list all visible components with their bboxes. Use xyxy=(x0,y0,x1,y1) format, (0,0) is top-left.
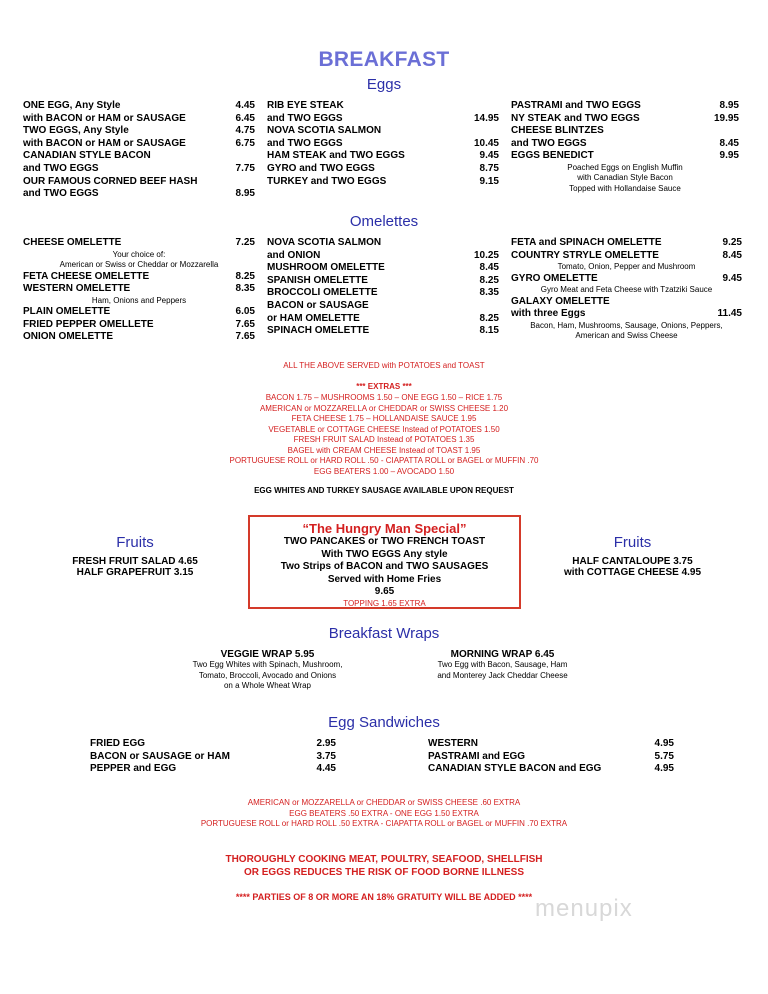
menu-item-row xyxy=(23,176,255,189)
morning-wrap xyxy=(405,649,600,681)
menu-item-price: 8.35 xyxy=(235,283,255,295)
menu-item-name: or HAM OMELETTE xyxy=(267,312,360,324)
menu-item-row xyxy=(23,138,255,151)
menu-item-price: 6.05 xyxy=(235,306,255,318)
menu-item-price: 6.45 xyxy=(235,112,255,124)
menu-item-name: WESTERN OMELETTE xyxy=(23,283,131,295)
fruits-left-line: FRESH FRUIT SALAD 4.65 xyxy=(72,556,198,567)
eggs-benedict-note: Topped with Hollandaise Sauce xyxy=(569,183,681,193)
menu-item-name: SPANISH OMELETTE xyxy=(267,274,368,286)
menu-item-note: Tomato, Onion, Pepper and Mushroom xyxy=(557,262,696,272)
eggs-column-1 xyxy=(23,100,255,201)
menu-item-price: 8.95 xyxy=(235,188,255,200)
menu-item-row xyxy=(267,250,499,263)
menu-item-price: 8.35 xyxy=(479,287,499,299)
extras-line: VEGETABLE or COTTAGE CHEESE Instead of POTATOES 1.50 xyxy=(268,424,500,434)
menu-item-price: 8.25 xyxy=(235,270,255,282)
menu-item-note: Gyro Meat and Feta Cheese with Tzatziki Sauce xyxy=(540,285,713,295)
menu-item-row xyxy=(511,250,742,263)
special-line: With TWO EGGS Any style xyxy=(321,548,448,560)
menu-item-price: 7.65 xyxy=(235,318,255,330)
menu-item-row xyxy=(267,262,499,275)
menu-item-name: BROCCOLI OMELETTE xyxy=(267,287,378,299)
section-wraps-heading: Breakfast Wraps xyxy=(328,625,440,642)
extras-line: FETA CHEESE 1.75 – HOLLANDAISE SAUCE 1.95 xyxy=(291,414,477,423)
menu-item-row xyxy=(267,176,499,189)
menu-item-name: ONE EGG, Any Style xyxy=(23,100,121,111)
omelettes-column-1 xyxy=(23,237,255,344)
menu-item-price: 5.75 xyxy=(654,750,674,762)
menu-item-price: 3.75 xyxy=(316,750,336,762)
veggie-wrap-desc: Two Egg Whites with Spinach, Mushroom, xyxy=(192,660,343,669)
menu-item-name: with BACON or HAM or SAUSAGE xyxy=(23,137,186,149)
menu-item-price: 8.15 xyxy=(479,325,499,337)
menu-item-name: FRIED EGG xyxy=(90,738,146,749)
menu-item-row xyxy=(511,113,739,126)
menu-item-row xyxy=(23,283,255,296)
menu-item-price: 8.75 xyxy=(479,162,499,174)
extras-line: FRESH FRUIT SALAD Instead of POTATOES 1.35 xyxy=(293,435,475,444)
menu-item-name: BACON or SAUSAGE or HAM xyxy=(90,750,231,762)
menu-item-name: GYRO and TWO EGGS xyxy=(267,162,375,174)
menu-item-row xyxy=(90,763,336,776)
menu-item-price: 4.95 xyxy=(654,763,674,775)
fruits-right xyxy=(520,534,745,578)
menu-item-price: 4.95 xyxy=(654,738,674,749)
menu-item-name: CHEESE BLINTZES xyxy=(511,125,604,137)
extras-list xyxy=(0,393,768,477)
menu-item-row xyxy=(267,100,499,113)
menu-item-row xyxy=(23,163,255,176)
menu-item-price: 9.45 xyxy=(722,272,742,284)
menu-item-name: GYRO OMELETTE xyxy=(511,272,598,284)
menu-item-row xyxy=(511,125,739,138)
menu-item-name: COUNTRY STRYLE OMELETTE xyxy=(511,249,659,261)
extras-line: PORTUGUESE ROLL or HARD ROLL .50 - CIAPATTA ROLL or BAGEL or MUFFIN .70 xyxy=(229,456,539,465)
menu-item-row xyxy=(267,325,499,338)
menu-item-row xyxy=(23,150,255,163)
section-eggs-heading: Eggs xyxy=(366,76,402,93)
menu-item-price: 9.95 xyxy=(719,150,739,162)
menu-item-name: MUSHROOM OMELETTE xyxy=(267,262,385,274)
menu-item-row xyxy=(23,100,255,113)
menu-item-price: 10.25 xyxy=(473,249,499,261)
menu-item-price: 2.95 xyxy=(316,738,336,749)
fruits-left-line: HALF GRAPEFRUIT 3.15 xyxy=(76,567,194,578)
menu-item-row xyxy=(90,738,336,751)
special-line: TWO PANCAKES or TWO FRENCH TOAST xyxy=(283,536,486,547)
extras-line: BACON 1.75 – MUSHROOMS 1.50 – ONE EGG 1.50 – RICE 1.75 xyxy=(265,393,503,402)
menu-item-note: Bacon, Ham, Mushrooms, Sausage, Onions, Peppers, xyxy=(530,320,723,330)
menu-item-price: 9.15 xyxy=(479,175,499,187)
menu-item-name: and TWO EGGS xyxy=(267,112,343,124)
special-line: Two Strips of BACON and TWO SAUSAGES xyxy=(280,561,489,572)
menu-item-row xyxy=(511,237,742,250)
sandwich-extras-line: EGG BEATERS .50 EXTRA - ONE EGG 1.50 EXTRA xyxy=(289,808,479,818)
menu-item-row xyxy=(267,163,499,176)
menu-item-row xyxy=(267,138,499,151)
menu-item-name: FETA and SPINACH OMELETTE xyxy=(511,237,662,248)
menu-item-name: with BACON or HAM or SAUSAGE xyxy=(23,112,186,124)
menu-item-note: American and Swiss Cheese xyxy=(575,331,678,341)
hungry-man-special-box xyxy=(248,515,521,609)
menu-item-row xyxy=(267,300,499,313)
warning-line: OR EGGS REDUCES THE RISK OF FOOD BORNE ILLNESS xyxy=(243,867,525,878)
menu-item-row xyxy=(511,273,742,286)
fruits-right-heading: Fruits xyxy=(613,534,652,551)
menu-item-row xyxy=(23,188,255,201)
special-line: Served with Home Fries xyxy=(327,573,442,585)
menu-item-note: American or Swiss or Cheddar or Mozzarella xyxy=(59,260,219,270)
menu-item-row xyxy=(267,150,499,163)
omelettes-column-3 xyxy=(511,237,742,342)
menu-item-name: PLAIN OMELETTE xyxy=(23,306,111,318)
menu-item-name: FETA CHEESE OMELETTE xyxy=(23,270,150,282)
menu-item-name: NY STEAK and TWO EGGS xyxy=(511,112,640,124)
fruits-right-line: HALF CANTALOUPE 3.75 xyxy=(572,556,693,567)
morning-wrap-title: MORNING WRAP 6.45 xyxy=(450,649,555,660)
menupix-watermark: menupix xyxy=(535,895,633,922)
menu-item-row xyxy=(90,751,336,764)
menu-item-row xyxy=(23,319,255,332)
menu-item-price: 19.95 xyxy=(713,112,739,124)
sandwich-extras xyxy=(0,798,768,830)
menu-item-row xyxy=(267,313,499,326)
menu-item-row xyxy=(23,113,255,126)
menu-item-price: 7.75 xyxy=(235,162,255,174)
menu-item-row xyxy=(267,275,499,288)
menu-item-price: 8.25 xyxy=(479,274,499,286)
menu-item-name: HAM STEAK and TWO EGGS xyxy=(267,150,405,162)
menu-item-price: 9.25 xyxy=(722,237,742,248)
eggs-benedict-note: Poached Eggs on English Muffin xyxy=(567,162,683,172)
extras-line: AMERICAN or MOZZARELLA or CHEDDAR or SWISS CHEESE 1.20 xyxy=(259,403,509,413)
menu-item-name: EGGS BENEDICT xyxy=(511,150,594,162)
menu-item-price: 6.75 xyxy=(235,137,255,149)
menu-item-row xyxy=(23,306,255,319)
menu-item-price: 8.25 xyxy=(479,312,499,324)
special-price: 9.65 xyxy=(374,586,395,597)
menu-item-name: GALAXY OMELETTE xyxy=(511,295,610,307)
menu-item-row xyxy=(267,287,499,300)
egg-whites-note: EGG WHITES AND TURKEY SAUSAGE AVAILABLE UPON REQUEST xyxy=(254,486,514,495)
menu-item-name: NOVA SCOTIA SALMON xyxy=(267,125,382,137)
special-topping: TOPPING 1.65 EXTRA xyxy=(343,598,426,608)
menu-item-price: 7.25 xyxy=(235,237,255,248)
menu-item-note: Your choice of: xyxy=(112,249,166,259)
menu-item-price: 11.45 xyxy=(717,308,742,320)
sandwiches-column-1 xyxy=(90,738,336,776)
menu-item-name: TURKEY and TWO EGGS xyxy=(267,175,387,187)
morning-wrap-desc: Two Egg with Bacon, Sausage, Ham xyxy=(437,660,568,669)
served-with-note: ALL THE ABOVE SERVED with POTATOES and TOAST xyxy=(283,361,485,370)
eggs-benedict-note: with Canadian Style Bacon xyxy=(577,173,673,183)
menu-item-note: Ham, Onions and Peppers xyxy=(91,295,187,305)
menu-item-price: 8.45 xyxy=(479,262,499,274)
section-omelettes-heading: Omelettes xyxy=(349,213,419,230)
menu-item-name: BACON or SAUSAGE xyxy=(267,299,369,311)
menu-item-name: and TWO EGGS xyxy=(511,137,587,149)
warning-line: THOROUGHLY COOKING MEAT, POULTRY, SEAFOOD, SHELLFISH xyxy=(225,854,543,865)
menu-item-row xyxy=(23,331,255,344)
fruits-right-line: with COTTAGE CHEESE 4.95 xyxy=(563,567,702,578)
menu-item-row xyxy=(23,271,255,284)
menu-item-row xyxy=(428,738,674,751)
veggie-wrap-title: VEGGIE WRAP 5.95 xyxy=(220,649,315,660)
extras-heading: *** EXTRAS *** xyxy=(356,382,412,391)
menu-item-price: 9.45 xyxy=(479,150,499,162)
menu-item-row xyxy=(428,751,674,764)
menu-item-price: 10.45 xyxy=(473,137,499,149)
menu-item-name: and TWO EGGS xyxy=(267,137,343,149)
menu-item-name: CANADIAN STYLE BACON and EGG xyxy=(428,763,602,775)
morning-wrap-desc: and Monterey Jack Cheddar Cheese xyxy=(437,670,568,680)
menu-item-name: PASTRAMI and EGG xyxy=(428,750,526,762)
veggie-wrap-desc: Tomato, Broccoli, Avocado and Onions xyxy=(198,670,337,680)
menu-item-name: FRIED PEPPER OMELLETE xyxy=(23,318,154,330)
menu-item-name: and TWO EGGS xyxy=(23,162,99,174)
eggs-column-2 xyxy=(267,100,499,188)
menu-item-price: 8.95 xyxy=(719,100,739,111)
menu-item-name: SPINACH OMELETTE xyxy=(267,325,370,337)
menu-item-price: 4.45 xyxy=(235,100,255,111)
menu-item-row xyxy=(23,237,255,250)
sandwich-extras-line: PORTUGUESE ROLL or HARD ROLL .50 EXTRA - CIAPATTA ROLL or BAGEL or MUFFIN .70 EXTRA xyxy=(200,819,568,828)
section-sandwiches-heading: Egg Sandwiches xyxy=(328,714,440,731)
menu-item-name: CHEESE OMELETTE xyxy=(23,237,122,248)
menu-item-row xyxy=(511,296,742,309)
menu-item-price: 8.45 xyxy=(722,249,742,261)
menu-item-name: OUR FAMOUS CORNED BEEF HASH xyxy=(23,175,198,187)
menu-item-name: TWO EGGS, Any Style xyxy=(23,125,129,137)
menu-item-row xyxy=(511,100,739,113)
menu-item-name: with three Eggs xyxy=(511,308,586,320)
menu-item-row xyxy=(511,150,739,163)
menu-item-name: CANADIAN STYLE BACON xyxy=(23,150,151,162)
menu-item-name: NOVA SCOTIA SALMON xyxy=(267,237,382,248)
special-title: “The Hungry Man Special” xyxy=(302,521,467,536)
menu-item-row xyxy=(267,113,499,126)
sandwich-extras-line: AMERICAN or MOZZARELLA or CHEDDAR or SWISS CHEESE .60 EXTRA xyxy=(247,798,521,807)
omelettes-column-2 xyxy=(267,237,499,338)
extras-line: EGG BEATERS 1.00 – AVOCADO 1.50 xyxy=(313,466,455,476)
menu-item-name: WESTERN xyxy=(428,738,478,749)
extras-line: BAGEL with CREAM CHEESE Instead of TOAST 1.95 xyxy=(287,445,481,455)
menu-item-row xyxy=(511,308,742,321)
menu-item-name: PASTRAMI and TWO EGGS xyxy=(511,100,641,111)
menu-item-name: RIB EYE STEAK xyxy=(267,100,344,111)
menu-item-price: 8.45 xyxy=(719,137,739,149)
menu-item-price: 7.65 xyxy=(235,331,255,343)
food-safety-warning xyxy=(0,853,768,879)
fruits-left xyxy=(20,534,250,578)
menu-item-name: and ONION xyxy=(267,249,321,261)
menu-item-row xyxy=(511,138,739,151)
menu-item-row xyxy=(267,237,499,250)
menu-item-price: 4.45 xyxy=(316,763,336,775)
menu-item-name: PEPPER and EGG xyxy=(90,763,177,775)
gratuity-notice: **** PARTIES OF 8 OR MORE AN 18% GRATUITY WILL BE ADDED **** xyxy=(235,892,533,902)
sandwiches-column-2 xyxy=(428,738,674,776)
menu-item-row xyxy=(23,125,255,138)
menu-item-price: 4.75 xyxy=(235,125,255,137)
menu-item-row xyxy=(428,763,674,776)
eggs-column-3 xyxy=(511,100,739,194)
menu-title: BREAKFAST xyxy=(318,48,450,71)
menu-item-price: 14.95 xyxy=(473,112,499,124)
veggie-wrap-desc: on a Whole Wheat Wrap xyxy=(223,681,311,690)
menu-item-name: ONION OMELETTE xyxy=(23,331,113,343)
menu-item-row xyxy=(267,125,499,138)
fruits-left-heading: Fruits xyxy=(116,534,154,551)
menu-item-name: and TWO EGGS xyxy=(23,188,99,200)
veggie-wrap xyxy=(165,649,370,692)
